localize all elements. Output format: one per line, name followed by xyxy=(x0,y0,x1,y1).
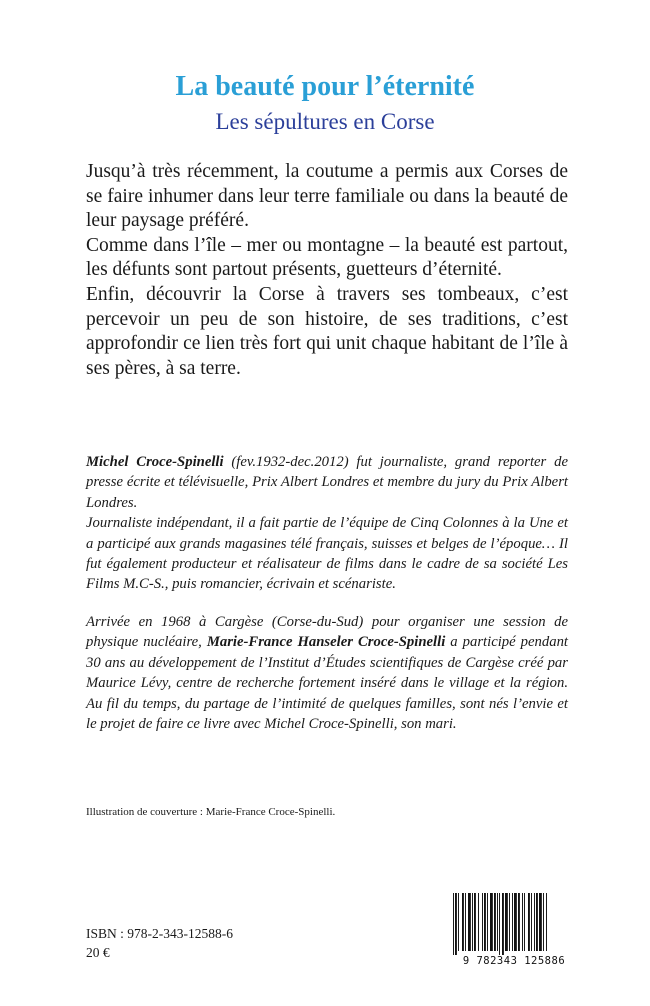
barcode xyxy=(449,891,579,971)
barcode-bar xyxy=(472,893,473,951)
barcode-bar xyxy=(455,893,457,955)
author-biography-marie-france xyxy=(86,612,568,734)
bio-paragraph xyxy=(86,612,568,734)
cover-illustration-credit: Illustration de couverture : Marie-France Croce-Spinelli. xyxy=(86,806,336,818)
barcode-bar xyxy=(494,893,496,951)
barcode-digits: 9 782343 125886 xyxy=(462,955,566,967)
bio-text: Arrivée en 1968 à Cargèse (Corse-du-Sud) pour organiser une session de physique nucléaire, xyxy=(86,614,568,651)
barcode-bar xyxy=(468,893,471,951)
barcode-bar xyxy=(462,893,464,951)
bio-paragraph: Journaliste indépendant, il a fait partie de l’équipe de Cinq Colonnes à la Une et a participé aux grands magasines télé français, suisses et belges de l’époque… Il fut également producteur et réalisateur de films dans le cadre de sa société Les Films M.C-S., puis romancier, écrivain et scénariste. xyxy=(86,515,568,593)
barcode-bar xyxy=(528,893,530,951)
author-biography-michel xyxy=(86,452,568,595)
barcode-bar xyxy=(505,893,508,951)
barcode-bar xyxy=(539,893,542,951)
barcode-bar xyxy=(482,893,483,951)
bio-text: (fev.1932-dec.2012) fut journaliste, grand reporter de presse écrite et télévisuelle, Prix Albert Londres et membre du jury du Prix Albert Londres. xyxy=(86,454,568,511)
barcode-bar xyxy=(453,893,454,955)
barcode-bar xyxy=(546,893,547,951)
barcode-bar xyxy=(458,893,459,951)
bio-text: a participé pendant 30 ans au développement de l’Institut d’Études scientifiques de Cargèse créé par Maurice Lévy, centre de recherche fortement inséré dans le village et la région. Au fil du temps, du partage de l’intimité de quelques familles, sont nés l’envie et le projet de faire ce livre avec Michel Croce-Spinelli, son mari. xyxy=(86,634,568,733)
barcode-bar xyxy=(514,893,517,951)
barcode-bar xyxy=(534,893,535,951)
bio-paragraph xyxy=(86,452,568,513)
barcode-bar xyxy=(518,893,520,951)
book-subtitle: Les sépultures en Corse xyxy=(215,109,435,134)
barcode-bar xyxy=(524,893,525,951)
blurb-paragraph: Enfin, découvrir la Corse à travers ses tombeaux, c’est percevoir un peu de son histoire, de ses traditions, c’est approfondir ce lien très fort qui unit chaque habitant de l’île à ses pères, à sa terre. xyxy=(86,283,568,379)
barcode-bar xyxy=(497,893,498,951)
barcode-bar xyxy=(543,893,544,951)
blurb-paragraph: Jusqu’à très récemment, la coutume a permis aux Corses de se faire inhumer dans leur terre familiale ou dans la beauté de leur paysage préféré. xyxy=(86,161,568,232)
book-title: La beauté pour l’éternité xyxy=(175,71,475,102)
barcode-bar xyxy=(487,893,488,951)
barcode-bar xyxy=(490,893,493,951)
isbn-label: ISBN : 978-2-343-12588-6 xyxy=(86,926,233,941)
barcode-bar xyxy=(474,893,476,951)
barcode-bar xyxy=(522,893,523,951)
barcode-bar xyxy=(512,893,513,951)
barcode-bar xyxy=(531,893,532,951)
barcode-bar xyxy=(484,893,486,951)
barcode-bar xyxy=(465,893,466,951)
barcode-bars xyxy=(449,891,579,955)
barcode-bar xyxy=(499,893,500,955)
blurb-paragraph: Comme dans l’île – mer ou montagne – la beauté est partout, les défunts sont partout présents, guetteurs d’éternité. xyxy=(86,234,568,281)
barcode-bar xyxy=(509,893,510,951)
author-name: Marie-France Hanseler Croce-Spinelli xyxy=(206,634,446,651)
barcode-bar xyxy=(478,893,479,951)
author-name: Michel Croce-Spinelli xyxy=(86,454,224,470)
back-cover-blurb xyxy=(86,160,568,381)
barcode-bar xyxy=(536,893,538,951)
barcode-bar xyxy=(502,893,504,955)
price-label: 20 € xyxy=(86,945,110,960)
